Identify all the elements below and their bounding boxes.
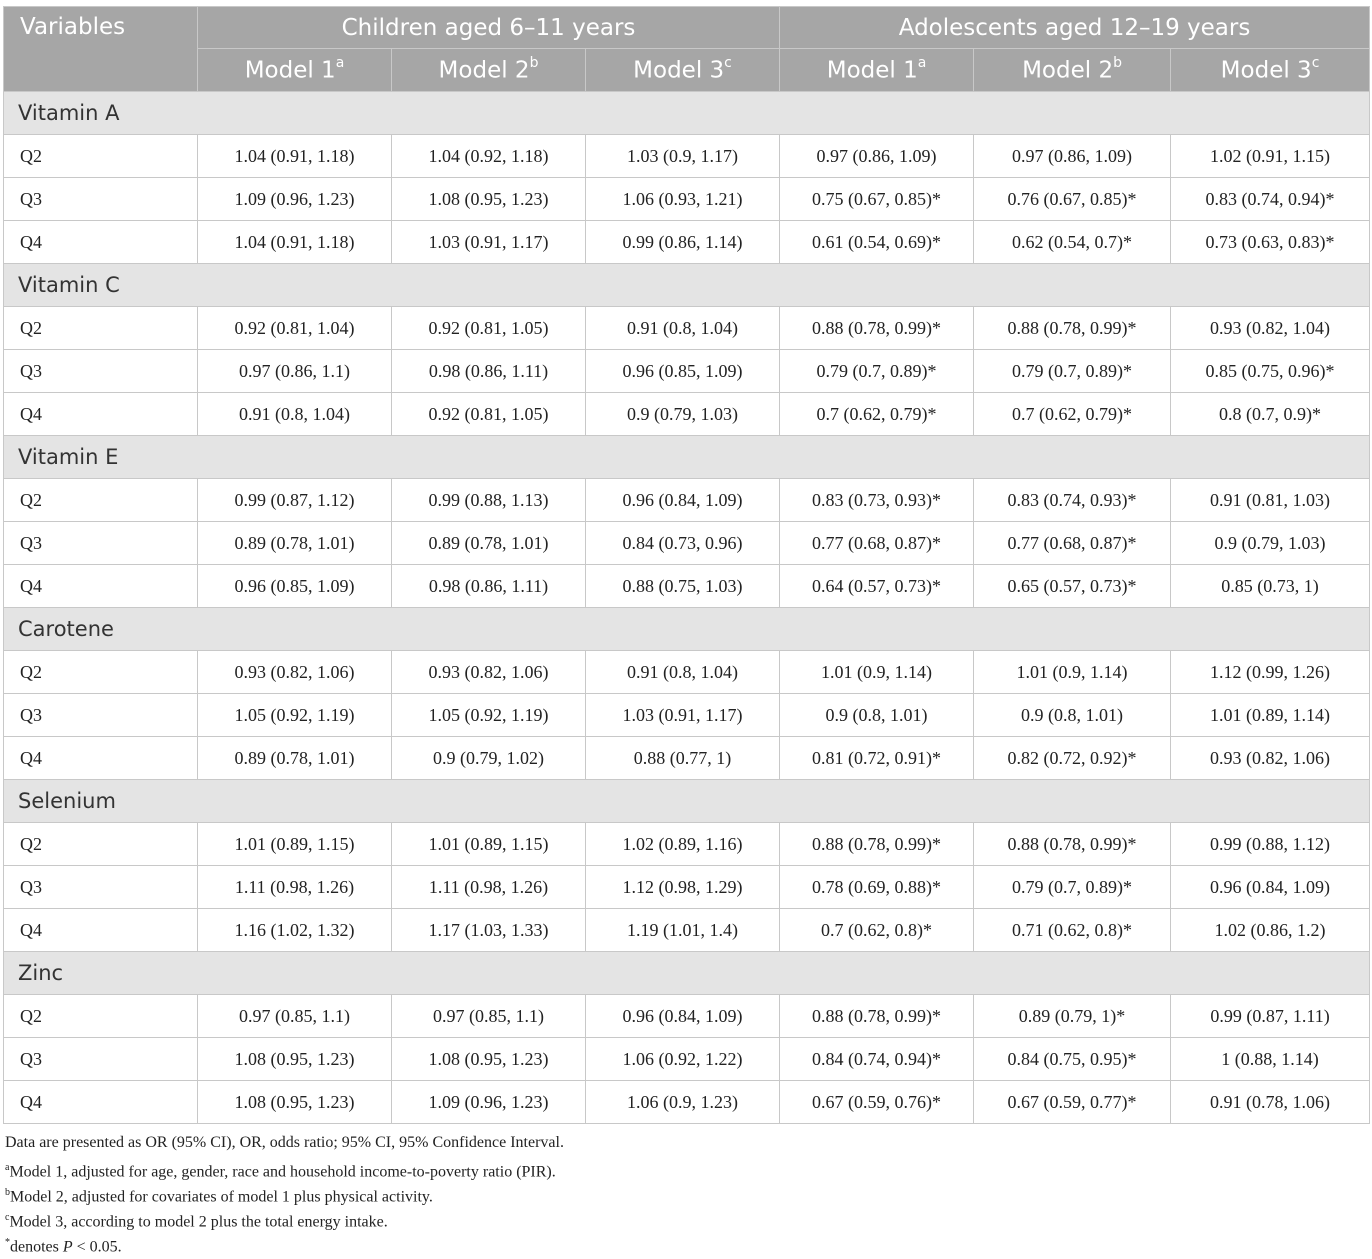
table-row — [4, 135, 1370, 178]
table-cell: 0.85 (0.73, 1) — [1171, 565, 1370, 608]
table-cell: 0.85 (0.75, 0.96)* — [1171, 350, 1370, 393]
table-cell: 1.08 (0.95, 1.23) — [198, 1081, 392, 1124]
table-row — [4, 651, 1370, 694]
header-model3-adolescents — [1171, 49, 1370, 92]
table-cell: 1.12 (0.99, 1.26) — [1171, 651, 1370, 694]
table-cell: 0.9 (0.79, 1.02) — [392, 737, 586, 780]
footnote-star-p: P — [62, 1238, 73, 1256]
table-cell: 0.97 (0.85, 1.1) — [198, 995, 392, 1038]
table-cell: 0.93 (0.82, 1.06) — [1171, 737, 1370, 780]
table-cell: 0.71 (0.62, 0.8)* — [974, 909, 1171, 952]
quartile-label: Q3 — [4, 522, 198, 565]
table-cell: 0.84 (0.74, 0.94)* — [780, 1038, 974, 1081]
table-row — [4, 307, 1370, 350]
header-row-groups — [4, 7, 1370, 49]
group-label: Vitamin A — [4, 92, 1370, 135]
model1-label: Model 1 — [826, 57, 918, 84]
group-label: Vitamin C — [4, 264, 1370, 307]
quartile-label: Q2 — [4, 995, 198, 1038]
table-cell: 0.84 (0.73, 0.96) — [586, 522, 780, 565]
table-cell: 0.89 (0.78, 1.01) — [198, 522, 392, 565]
header-model3-children — [586, 49, 780, 92]
model2-sup: b — [529, 54, 539, 71]
table-cell: 0.91 (0.81, 1.03) — [1171, 479, 1370, 522]
table-cell: 0.88 (0.78, 0.99)* — [974, 307, 1171, 350]
table-cell: 1.05 (0.92, 1.19) — [392, 694, 586, 737]
model3-label: Model 3 — [1220, 57, 1312, 84]
quartile-label: Q3 — [4, 178, 198, 221]
footnote-a-mark: a — [5, 1162, 10, 1173]
table-cell: 1.06 (0.93, 1.21) — [586, 178, 780, 221]
table-cell: 0.78 (0.69, 0.88)* — [780, 866, 974, 909]
footnote-a — [5, 1155, 1365, 1180]
group-row — [4, 780, 1370, 823]
footnote-star — [5, 1230, 1365, 1255]
model2-label: Model 2 — [438, 57, 530, 84]
table-cell: 0.83 (0.73, 0.93)* — [780, 479, 974, 522]
table-row — [4, 522, 1370, 565]
table-cell: 0.77 (0.68, 0.87)* — [780, 522, 974, 565]
table-cell: 1.03 (0.91, 1.17) — [586, 694, 780, 737]
table-cell: 0.89 (0.78, 1.01) — [392, 522, 586, 565]
group-label: Selenium — [4, 780, 1370, 823]
table-cell: 0.99 (0.87, 1.11) — [1171, 995, 1370, 1038]
quartile-label: Q2 — [4, 307, 198, 350]
table-cell: 0.73 (0.63, 0.83)* — [1171, 221, 1370, 264]
table-cell: 1.06 (0.9, 1.23) — [586, 1081, 780, 1124]
header-row-models — [4, 49, 1370, 92]
footnotes — [5, 1130, 1365, 1255]
table-cell: 0.96 (0.85, 1.09) — [198, 565, 392, 608]
quartile-label: Q3 — [4, 350, 198, 393]
table-cell: 0.64 (0.57, 0.73)* — [780, 565, 974, 608]
table-cell: 0.82 (0.72, 0.92)* — [974, 737, 1171, 780]
quartile-label: Q4 — [4, 565, 198, 608]
model3-sup: c — [1311, 54, 1320, 71]
quartile-label: Q4 — [4, 737, 198, 780]
quartile-label: Q2 — [4, 651, 198, 694]
table-cell: 0.96 (0.84, 1.09) — [586, 995, 780, 1038]
table-cell: 1.05 (0.92, 1.19) — [198, 694, 392, 737]
table-cell: 0.88 (0.78, 0.99)* — [974, 823, 1171, 866]
table-cell: 1.09 (0.96, 1.23) — [198, 178, 392, 221]
header-model2-adolescents — [974, 49, 1171, 92]
table-row — [4, 1081, 1370, 1124]
table-cell: 0.99 (0.88, 1.13) — [392, 479, 586, 522]
table-cell: 1.08 (0.95, 1.23) — [198, 1038, 392, 1081]
table-cell: 0.7 (0.62, 0.79)* — [974, 393, 1171, 436]
table-cell: 1.08 (0.95, 1.23) — [392, 178, 586, 221]
table-cell: 1.01 (0.89, 1.15) — [198, 823, 392, 866]
table-cell: 1.02 (0.91, 1.15) — [1171, 135, 1370, 178]
table-cell: 0.93 (0.82, 1.06) — [198, 651, 392, 694]
table-cell: 0.65 (0.57, 0.73)* — [974, 565, 1171, 608]
footnote-a-text: Model 1, adjusted for age, gender, race and household income-to-poverty ratio (PIR). — [9, 1163, 556, 1181]
table-cell: 1.02 (0.86, 1.2) — [1171, 909, 1370, 952]
table-row — [4, 350, 1370, 393]
quartile-label: Q4 — [4, 221, 198, 264]
table-cell: 0.81 (0.72, 0.91)* — [780, 737, 974, 780]
footnote-c-mark: c — [5, 1212, 10, 1223]
table-cell: 0.91 (0.78, 1.06) — [1171, 1081, 1370, 1124]
group-label: Carotene — [4, 608, 1370, 651]
table-row — [4, 694, 1370, 737]
footnote-c — [5, 1205, 1365, 1230]
table-cell: 0.99 (0.88, 1.12) — [1171, 823, 1370, 866]
table-row — [4, 737, 1370, 780]
table-cell: 1 (0.88, 1.14) — [1171, 1038, 1370, 1081]
model1-sup: a — [335, 54, 345, 71]
group-row — [4, 608, 1370, 651]
table-cell: 1.01 (0.9, 1.14) — [974, 651, 1171, 694]
table-cell: 0.89 (0.78, 1.01) — [198, 737, 392, 780]
footnote-star-mark: * — [5, 1237, 10, 1248]
header-model1-adolescents — [780, 49, 974, 92]
table-cell: 0.91 (0.8, 1.04) — [586, 651, 780, 694]
model2-sup: b — [1113, 54, 1122, 71]
table-cell: 0.88 (0.75, 1.03) — [586, 565, 780, 608]
table-cell: 0.97 (0.86, 1.1) — [198, 350, 392, 393]
group-row — [4, 92, 1370, 135]
table-cell: 0.67 (0.59, 0.77)* — [974, 1081, 1171, 1124]
table-row — [4, 866, 1370, 909]
quartile-label: Q4 — [4, 393, 198, 436]
table-cell: 1.04 (0.92, 1.18) — [392, 135, 586, 178]
footnote-b — [5, 1180, 1365, 1205]
model1-label: Model 1 — [244, 57, 336, 84]
table-row — [4, 565, 1370, 608]
group-row — [4, 436, 1370, 479]
table-cell: 0.9 (0.79, 1.03) — [586, 393, 780, 436]
table-cell: 1.06 (0.92, 1.22) — [586, 1038, 780, 1081]
footnote-data: Data are presented as OR (95% CI), OR, odds ratio; 95% CI, 95% Confidence Interval. — [5, 1134, 564, 1151]
table-cell: 0.77 (0.68, 0.87)* — [974, 522, 1171, 565]
table-cell: 0.99 (0.86, 1.14) — [586, 221, 780, 264]
table-cell: 0.9 (0.8, 1.01) — [974, 694, 1171, 737]
table-cell: 1.03 (0.91, 1.17) — [392, 221, 586, 264]
table-cell: 0.88 (0.78, 0.99)* — [780, 823, 974, 866]
table-cell: 0.76 (0.67, 0.85)* — [974, 178, 1171, 221]
header-variables: Variables — [4, 7, 198, 92]
table-cell: 0.7 (0.62, 0.8)* — [780, 909, 974, 952]
table-cell: 0.79 (0.7, 0.89)* — [780, 350, 974, 393]
quartile-label: Q2 — [4, 135, 198, 178]
table-cell: 0.84 (0.75, 0.95)* — [974, 1038, 1171, 1081]
table-cell: 0.88 (0.77, 1) — [586, 737, 780, 780]
table-row — [4, 178, 1370, 221]
table-row — [4, 479, 1370, 522]
footnote-b-mark: b — [5, 1187, 10, 1198]
model3-sup: c — [724, 54, 732, 71]
table-cell: 0.98 (0.86, 1.11) — [392, 565, 586, 608]
group-label: Vitamin E — [4, 436, 1370, 479]
quartile-label: Q2 — [4, 479, 198, 522]
table-cell: 1.04 (0.91, 1.18) — [198, 221, 392, 264]
table-cell: 1.04 (0.91, 1.18) — [198, 135, 392, 178]
table-cell: 0.79 (0.7, 0.89)* — [974, 866, 1171, 909]
table-cell: 0.88 (0.78, 0.99)* — [780, 307, 974, 350]
model1-sup: a — [917, 54, 927, 71]
table-cell: 0.99 (0.87, 1.12) — [198, 479, 392, 522]
quartile-label: Q2 — [4, 823, 198, 866]
table-row — [4, 393, 1370, 436]
table-cell: 1.01 (0.9, 1.14) — [780, 651, 974, 694]
table-cell: 0.97 (0.86, 1.09) — [780, 135, 974, 178]
table-cell: 1.17 (1.03, 1.33) — [392, 909, 586, 952]
header-model1-children — [198, 49, 392, 92]
table-cell: 0.96 (0.85, 1.09) — [586, 350, 780, 393]
table-cell: 0.89 (0.79, 1)* — [974, 995, 1171, 1038]
header-children-group: Children aged 6–11 years — [198, 7, 780, 49]
table-cell: 0.62 (0.54, 0.7)* — [974, 221, 1171, 264]
table-row — [4, 909, 1370, 952]
quartile-label: Q3 — [4, 1038, 198, 1081]
quartile-label: Q4 — [4, 1081, 198, 1124]
table-row — [4, 1038, 1370, 1081]
table-row — [4, 823, 1370, 866]
table-cell: 0.92 (0.81, 1.04) — [198, 307, 392, 350]
quartile-label: Q3 — [4, 694, 198, 737]
table-cell: 0.96 (0.84, 1.09) — [586, 479, 780, 522]
table-cell: 0.9 (0.8, 1.01) — [780, 694, 974, 737]
table-cell: 1.12 (0.98, 1.29) — [586, 866, 780, 909]
table-row — [4, 221, 1370, 264]
table-cell: 1.11 (0.98, 1.26) — [198, 866, 392, 909]
table-cell: 0.91 (0.8, 1.04) — [198, 393, 392, 436]
table-cell: 0.92 (0.81, 1.05) — [392, 307, 586, 350]
table-cell: 0.96 (0.84, 1.09) — [1171, 866, 1370, 909]
table-cell: 1.09 (0.96, 1.23) — [392, 1081, 586, 1124]
footnote-b-text: Model 2, adjusted for covariates of model 1 plus physical activity. — [10, 1188, 433, 1206]
table-cell: 1.19 (1.01, 1.4) — [586, 909, 780, 952]
table-cell: 0.93 (0.82, 1.04) — [1171, 307, 1370, 350]
header-model2-children — [392, 49, 586, 92]
table-cell: 0.8 (0.7, 0.9)* — [1171, 393, 1370, 436]
table-cell: 0.83 (0.74, 0.94)* — [1171, 178, 1370, 221]
footnote-c-text: Model 3, according to model 2 plus the total energy intake. — [9, 1213, 388, 1231]
table-cell: 0.75 (0.67, 0.85)* — [780, 178, 974, 221]
footnote-star-value: < 0.05. — [76, 1238, 122, 1256]
table-cell: 0.79 (0.7, 0.89)* — [974, 350, 1171, 393]
table-cell: 0.98 (0.86, 1.11) — [392, 350, 586, 393]
table-cell: 1.11 (0.98, 1.26) — [392, 866, 586, 909]
quartile-label: Q3 — [4, 866, 198, 909]
table-cell: 0.97 (0.85, 1.1) — [392, 995, 586, 1038]
group-row — [4, 952, 1370, 995]
table-cell: 1.16 (1.02, 1.32) — [198, 909, 392, 952]
table-row — [4, 995, 1370, 1038]
model2-label: Model 2 — [1022, 57, 1114, 84]
header-adolescents-group: Adolescents aged 12–19 years — [780, 7, 1370, 49]
table-cell: 0.67 (0.59, 0.76)* — [780, 1081, 974, 1124]
table-cell: 0.9 (0.79, 1.03) — [1171, 522, 1370, 565]
group-label: Zinc — [4, 952, 1370, 995]
table-cell: 0.91 (0.8, 1.04) — [586, 307, 780, 350]
table-cell: 1.01 (0.89, 1.15) — [392, 823, 586, 866]
table-body — [4, 92, 1370, 1124]
group-row — [4, 264, 1370, 307]
table-cell: 0.88 (0.78, 0.99)* — [780, 995, 974, 1038]
table-cell: 1.01 (0.89, 1.14) — [1171, 694, 1370, 737]
footnote-star-text: denotes — [10, 1238, 59, 1256]
table-cell: 1.02 (0.89, 1.16) — [586, 823, 780, 866]
table-cell: 0.93 (0.82, 1.06) — [392, 651, 586, 694]
table-cell: 0.83 (0.74, 0.93)* — [974, 479, 1171, 522]
table-cell: 0.61 (0.54, 0.69)* — [780, 221, 974, 264]
table-cell: 1.03 (0.9, 1.17) — [586, 135, 780, 178]
table-cell: 1.08 (0.95, 1.23) — [392, 1038, 586, 1081]
table-cell: 0.97 (0.86, 1.09) — [974, 135, 1171, 178]
table-cell: 0.7 (0.62, 0.79)* — [780, 393, 974, 436]
quartile-label: Q4 — [4, 909, 198, 952]
table-cell: 0.92 (0.81, 1.05) — [392, 393, 586, 436]
results-table — [3, 6, 1370, 1124]
model3-label: Model 3 — [633, 57, 725, 84]
